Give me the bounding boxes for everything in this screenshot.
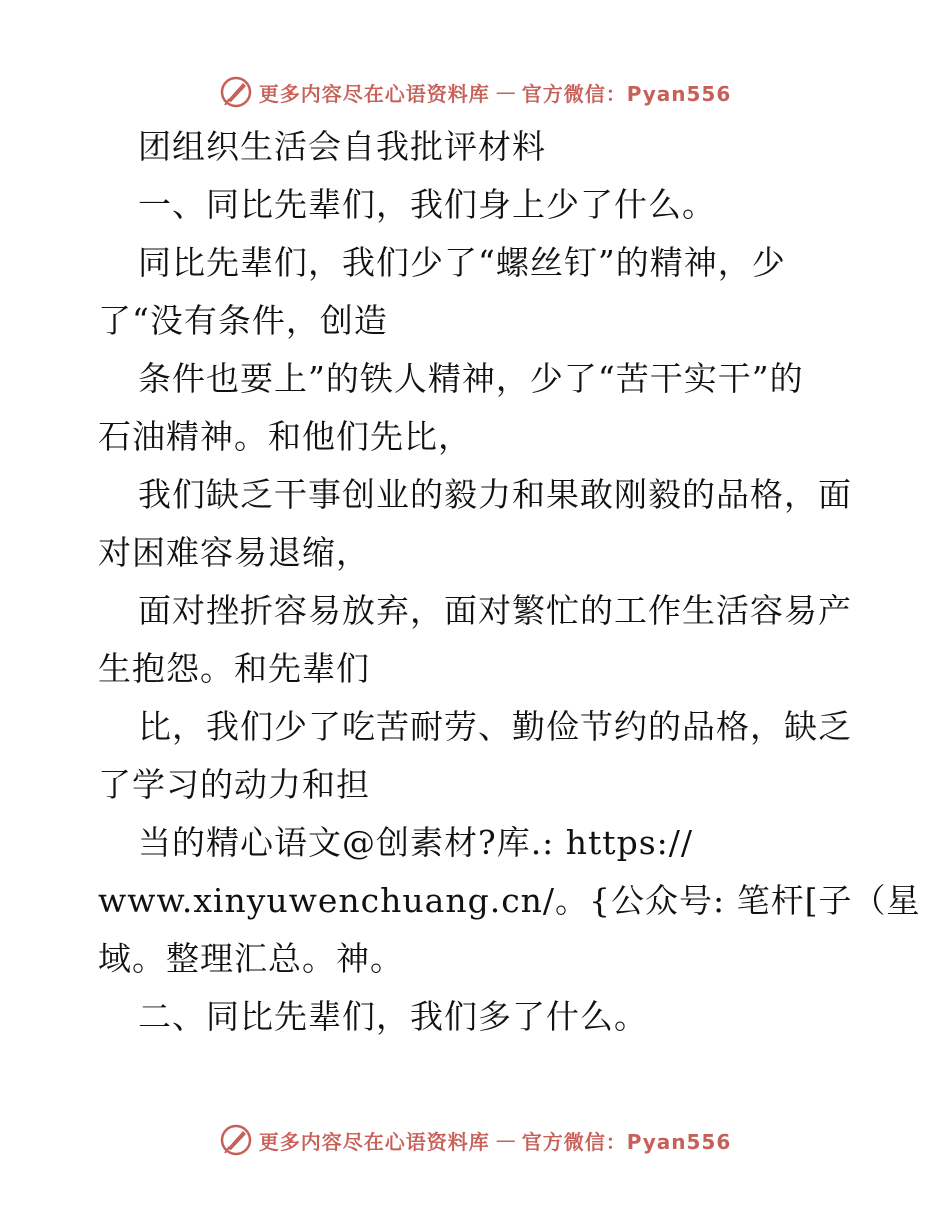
banner-separator: — <box>495 80 516 104</box>
paragraph-line: 域。整理汇总。神。 <box>98 939 404 978</box>
footer-banner <box>0 1120 950 1160</box>
feather-pen-logo-icon <box>219 75 253 109</box>
paragraph-line: 二、同比先辈们，我们多了什么。 <box>138 997 648 1036</box>
document-title: 团组织生活会自我批评材料 <box>138 127 546 166</box>
banner-separator: — <box>495 1128 516 1152</box>
paragraph-line: 生抱怨。和先辈们 <box>98 649 370 688</box>
paragraph-line: 条件也要上”的铁人精神，少了“苦干实干”的 <box>138 359 804 398</box>
paragraph-line: 了“没有条件，创造 <box>98 301 388 340</box>
paragraph-line: 我们缺乏干事创业的毅力和果敢刚毅的品格，面 <box>138 475 852 514</box>
banner-contact-text: 官方微信：Pyan556 <box>521 1129 732 1154</box>
paragraph-line: www.xinyuwenchuang.cn/。{公众号: 笔杆[子（星 <box>98 881 921 920</box>
banner-promo-text: 更多内容尽在心语资料库 <box>258 1129 490 1154</box>
paragraph-line: 了学习的动力和担 <box>98 765 370 804</box>
paragraph-line: 对困难容易退缩， <box>98 533 370 572</box>
paragraph-line: 一、同比先辈们，我们身上少了什么。 <box>138 185 716 224</box>
paragraph-line: 比，我们少了吃苦耐劳、勤俭节约的品格，缺乏 <box>138 707 852 746</box>
paragraph-line: 面对挫折容易放弃，面对繁忙的工作生活容易产 <box>138 591 852 630</box>
paragraph-line: 石油精神。和他们先比， <box>98 417 472 456</box>
paragraph-line: 同比先辈们，我们少了“螺丝钉”的精神，少 <box>138 243 786 282</box>
banner-contact-text: 官方微信：Pyan556 <box>521 81 732 106</box>
header-banner <box>0 72 950 112</box>
banner-promo-text: 更多内容尽在心语资料库 <box>258 81 490 106</box>
feather-pen-logo-icon <box>219 1123 253 1157</box>
paragraph-line: 当的精心语文@创素材?库.: https:// <box>138 823 693 862</box>
